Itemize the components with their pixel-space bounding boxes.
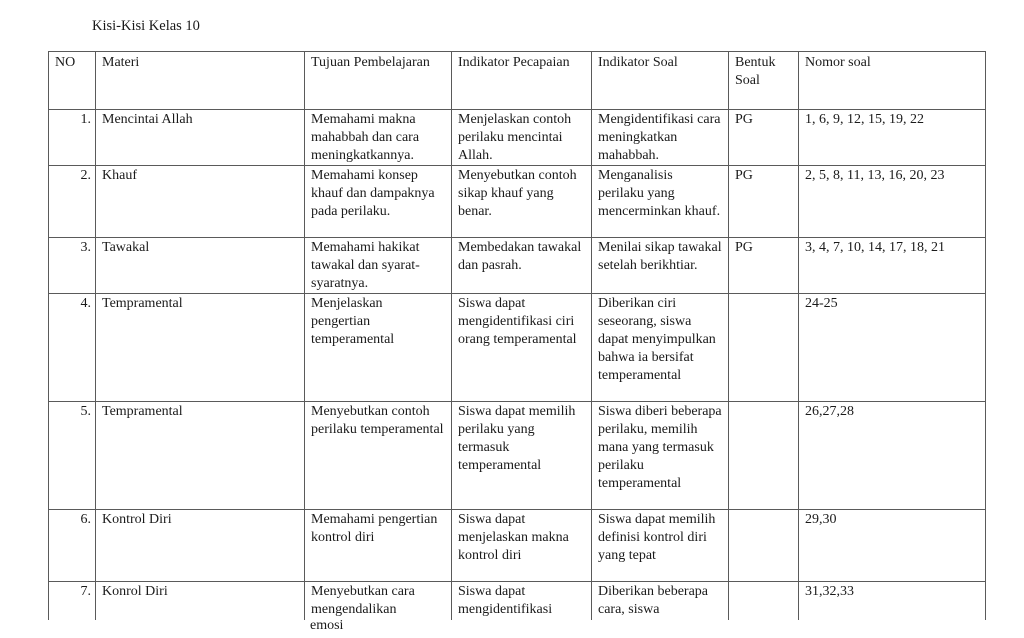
cell-tujuan: Menyebutkan contoh perilaku temperamental <box>305 402 452 510</box>
cell-bentuk-soal: PG <box>729 238 799 294</box>
table-row <box>49 582 986 626</box>
cell-tujuan: Menjelaskan pengertian temperamental <box>305 294 452 402</box>
cell-indikator-pencapaian: Menjelaskan contoh perilaku mencintai Allah. <box>452 110 592 166</box>
table-row <box>49 238 986 294</box>
cell-bentuk-soal <box>729 582 799 626</box>
cell-materi: Tempramental <box>96 294 305 402</box>
header-indikator-pencapaian: Indikator Pecapaian <box>452 52 592 110</box>
cell-indikator-soal: Menganalisis perilaku yang mencerminkan khauf. <box>592 166 729 238</box>
cell-no: 1. <box>49 110 96 166</box>
cell-nomor-soal: 29,30 <box>799 510 986 582</box>
cell-no: 7. <box>49 582 96 626</box>
cell-indikator-pencapaian: Siswa dapat mengidentifikasi ciri orang temperamental <box>452 294 592 402</box>
kisi-kisi-table <box>48 51 986 626</box>
header-bentuk-soal: Bentuk Soal <box>729 52 799 110</box>
header-no: NO <box>49 52 96 110</box>
cell-materi: Kontrol Diri <box>96 510 305 582</box>
cell-bentuk-soal <box>729 510 799 582</box>
cell-no: 4. <box>49 294 96 402</box>
cell-indikator-pencapaian: Siswa dapat mengidentifikasi <box>452 582 592 626</box>
cell-nomor-soal: 24-25 <box>799 294 986 402</box>
cell-bentuk-soal <box>729 294 799 402</box>
cell-indikator-soal: Menilai sikap tawakal setelah berikhtiar. <box>592 238 729 294</box>
header-nomor-soal: Nomor soal <box>799 52 986 110</box>
cell-nomor-soal: 31,32,33 <box>799 582 986 626</box>
cell-materi: Mencintai Allah <box>96 110 305 166</box>
cell-indikator-pencapaian: Menyebutkan contoh sikap khauf yang benar. <box>452 166 592 238</box>
cell-indikator-soal: Diberikan beberapa cara, siswa <box>592 582 729 626</box>
header-indikator-soal: Indikator Soal <box>592 52 729 110</box>
page-bottom-margin <box>0 620 1024 638</box>
cell-indikator-soal: Siswa dapat memilih definisi kontrol diri yang tepat <box>592 510 729 582</box>
cell-bentuk-soal <box>729 402 799 510</box>
cell-no: 5. <box>49 402 96 510</box>
table-row <box>49 294 986 402</box>
table-row <box>49 402 986 510</box>
cell-indikator-pencapaian: Siswa dapat menjelaskan makna kontrol diri <box>452 510 592 582</box>
cell-indikator-pencapaian: Siswa dapat memilih perilaku yang termasuk temperamental <box>452 402 592 510</box>
cell-indikator-pencapaian: Membedakan tawakal dan pasrah. <box>452 238 592 294</box>
table-header-row <box>49 52 986 110</box>
cell-no: 6. <box>49 510 96 582</box>
cell-tujuan: Memahami hakikat tawakal dan syarat-syaratnya. <box>305 238 452 294</box>
cell-no: 3. <box>49 238 96 294</box>
cell-no: 2. <box>49 166 96 238</box>
cell-indikator-soal: Diberikan ciri seseorang, siswa dapat menyimpulkan bahwa ia bersifat temperamental <box>592 294 729 402</box>
cell-materi: Khauf <box>96 166 305 238</box>
cell-materi: Konrol Diri <box>96 582 305 626</box>
header-materi: Materi <box>96 52 305 110</box>
cell-materi: Tempramental <box>96 402 305 510</box>
cell-tujuan: Menyebutkan cara mengendalikan <box>305 582 452 626</box>
table-row <box>49 166 986 238</box>
cell-indikator-soal: Mengidentifikasi cara meningkatkan mahabbah. <box>592 110 729 166</box>
cell-tujuan: Memahami konsep khauf dan dampaknya pada perilaku. <box>305 166 452 238</box>
cell-nomor-soal: 3, 4, 7, 10, 14, 17, 18, 21 <box>799 238 986 294</box>
cell-tujuan: Memahami pengertian kontrol diri <box>305 510 452 582</box>
document-title: Kisi-Kisi Kelas 10 <box>92 18 200 34</box>
cell-tujuan-overflow: emosi <box>310 618 344 633</box>
cell-nomor-soal: 2, 5, 8, 11, 13, 16, 20, 23 <box>799 166 986 238</box>
table-row <box>49 510 986 582</box>
cell-bentuk-soal: PG <box>729 110 799 166</box>
cell-nomor-soal: 1, 6, 9, 12, 15, 19, 22 <box>799 110 986 166</box>
cell-indikator-soal: Siswa diberi beberapa perilaku, memilih mana yang termasuk perilaku temperamental <box>592 402 729 510</box>
cell-tujuan: Memahami makna mahabbah dan cara meningkatkannya. <box>305 110 452 166</box>
table-row <box>49 110 986 166</box>
header-tujuan-pembelajaran: Tujuan Pembelajaran <box>305 52 452 110</box>
cell-nomor-soal: 26,27,28 <box>799 402 986 510</box>
cell-bentuk-soal: PG <box>729 166 799 238</box>
cell-materi: Tawakal <box>96 238 305 294</box>
